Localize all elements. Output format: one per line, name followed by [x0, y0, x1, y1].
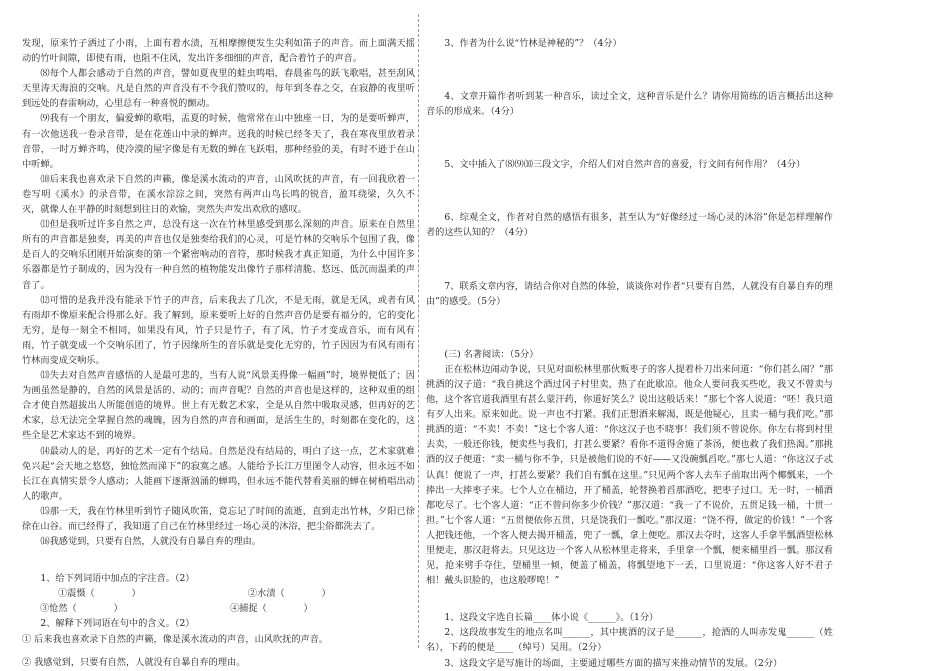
question-1: 1、给下列词语中加点的字注音。（2）: [40, 573, 195, 585]
passage-paragraph: ⑾但是我听过许多自然之声，总没有这一次在竹林里感受到那么深刻的声音。原来在自然里所有的声音都是独奏，再美的声音也仅是独奏给我们的心灵，可是竹林的交响乐个包围了我，像是百人的交响乐团刚开始演奏的第一个紧密响动的音符，那时候我才真正知道，为什么中国许多乐器都是竹子制成的，因为没有一种自然的植物能发出像竹子那样清脆、悠远、低沉而温柔的声音了。: [22, 219, 415, 291]
question-2a: ① 后来我也喜欢录下自然的声籁，像是溪水流动的声音，山风吹抚的声音。: [22, 633, 329, 645]
section-title: (三) 名著阅读：（5分）: [444, 348, 539, 360]
passage-paragraph: ⒃我感觉到，只要有自然，人就没有自暴自弃的理由。: [40, 536, 261, 548]
passage-paragraph: ⑻每个人都会感动于自然的声音，譬如夏夜里的蛙虫鸣唱，春晨雀鸟的跃飞歌唱，甚至刮风天里涛天海浪的交响。凡是自然的声音没有不令我们赞叹的，每年到冬春之交，在寂静的夜里听到远处的春雷响动，心里总有一种喜悦的颤动。: [22, 68, 415, 110]
question-6: 6、综观全文，作者对自然的感悟有很多，甚至认为“好像经过一场心灵的沐浴”你是怎样理解作者的这些认知的？（4分）: [426, 212, 833, 239]
question-1c: ③怆然（ ）: [40, 603, 123, 615]
question-3: 3、作者为什么说“竹林是神秘的”？（4分）: [444, 38, 622, 49]
question-1d: ④捕捉（ ）: [230, 603, 313, 615]
question-5: 5、文中插入了⑻⑼⑽三段文字，介绍人们对自然声音的喜爱，行文间有何作用？（4分）: [444, 159, 806, 171]
question-1-items-row2: [22, 601, 415, 616]
passage-paragraph: ⑽后来我也喜欢录下自然的声籁，像是溪水流动的声音，山风吹抚的声音，有一回我欣着一卷写明《溪水》的录音带，在溪水淙淙之间，突然有两声山鸟长鸣的锐音，盈耳绕梁，久久不灭，就像人在平静的时刻想到往日的欢愉，突然失声发出欢欣的感叹。: [22, 173, 415, 216]
question-2: 2、解释下列词语在句中的含义。（2）: [40, 618, 195, 630]
left-column: [22, 36, 415, 670]
passage-paragraph: ⑼我有一个朋友，偏爱蝉的歌唱，盂夏的时候，他常常在山中独座一日，为的是要听蝉声，有一次他送我一卷录音带，是在花莲山中录的蝉声。送我的时候已经冬天了，我在寒夜里放着录音带，一时万蝉齐鸣，使冷漠的屋字像是有无数的蝉在飞跃唱，那种经验的美，有时不逊于在山中听蝉。: [22, 113, 415, 170]
passage-paragraph: ⒀失去对自然声音感悟的人是最可悲的，当有人说“风景美得像一幅画”时，境界便低了；因为画虽然是静的，自然的风景是活的、动的；而声音呢？自然的声音也是这样的，这种双重的组合才使自然超拔出人所能创造的境界。世上有无数艺术家，全是从自然中吸取灵感，但再好的艺术家，总无法完全掌握自然的魂魄，因为自然的声音和画面，是活生生的，时刻都在变化的，这些全是艺术家达不到的境界。: [22, 370, 415, 442]
question-1b: ②水渍（ ）: [248, 588, 331, 600]
reading-passage: [22, 36, 415, 549]
passage-paragraph: ⑿可惜的是我并没有能录下竹子的声音，后来我去了几次，不是无雨，就是无风，或者有风有雨却不像原来配合得那么好。我了解到，原来要听上好的自然声音仍是要有福分的，它的变化无穷，是每一刻全不相同，如果没有风，竹子只是竹子，有了风，竹子才变成音乐，而有风有雨，竹子就变成一个交响乐团了，竹子因缘所生的音乐就是变化无穷的，竹子因因为有风有雨有竹林而变成交响乐。: [22, 294, 415, 366]
question-2b: ② 我感觉到，只要有自然，人就没有自暴自弃的理由。: [22, 656, 246, 668]
novel-question-1: 1、这段文字选自长篇____体小说《______》。（1分）: [444, 612, 659, 624]
novel-question-3: 3、这段文字是写施计的场面，主要通过哪些方面的描写来推动情节的发展。（2分）: [444, 657, 783, 669]
passage-paragraph: ⒂那一天，我在竹林里听到竹子随风吹笛，竟忘记了时间的流逝，直到走出竹林，夕阳已徐徐在山谷。而已经得了，我知道了自己在竹林里经过一场心灵的沐浴，把尘俗都洗去了。: [22, 505, 415, 532]
question-4: 4、文章开篇作者听到某一种音乐，读过全文，这种音乐是什么？请你用简练的语言概括出这种音乐的形成来。（4分）: [426, 91, 833, 118]
question-1a: ①震慑（ ）: [58, 588, 141, 600]
question-1-items-row1: [22, 586, 415, 601]
novel-excerpt: 正在松林边闹动争说，只见对面松林里那伙贩枣子的客人提着朴刀出来问道：“你们甚么闹？”那挑酒的汉子道：“我自挑这个酒过冈子村里卖，热了在此歇凉。他众人要问我买些吃，我又不曾卖与他，这个客官道我酒里有甚么蒙汗药，你道好笑么？说出这般话来！”那七个客人说道：“呸！我只道有歹人出来。原来如此。说一声也不打紧。我们正想酒来解渴，既是他疑心，且卖一桶与我们吃。”那挑酒的道：“不卖！不卖！”这七个客人道：“你这汉子也不晓事！我们须不曾说你。你左右将到村里去卖，一般还你钱，便卖些与我们，打甚么要紧？看你不道得舍施了茶汤，便也救了我们热渴。”那挑酒的汉子便道：“卖一桶与你不争，只是被他们说的不好——又没碗瓢舀吃。”那七人道：“你这汉子忒认真！便说了一声，打甚么要紧？我们自有瓢在这里。”只见两个客人去车子前取出两个椰瓢来，一个捧出一大捧枣子来。七个人立在桶边，开了桶盖，轮替换着舀那酒吃，把枣子过口。无一时，一桶酒都吃尽了。七个客人道：“正不曾问你多少价钱？”那汉道：“我一了不说价，五贯足钱一桶，十贯一担。”七个客人道：“五贯便依你五贯，只是饶我们一瓢吃。”那汉道：“饶不得，做定的价钱！”一个客人把钱还他，一个客人便去揭开桶盖，兜了一瓢，拿上便吃。那汉去夺时，这客人手拿半瓢酒望松林里便走，那汉赶将去。只见这边一个客人从松林里走将来，手里拿一个瓢，便来桶里舀一瓢。那汉看见，抢来劈手夺住，望桶里一倾，便盖了桶盖，将瓢望地下一丢，口里说道：“你这客人好不君子相！戴头识脸的，也这般啰唣！”: [426, 363, 833, 587]
right-column: [426, 36, 833, 671]
passage-paragraph: ⒁最动人的是，再好的艺术一定有个结局。自然是没有结局的，明白了这一点，艺术家就难免兴起“会天地之悠悠，独怆然而涕下”的寂寞之感。人能给予长江万里图令人动容，但永远不如长江在真情实景令人感动；人能画下逐渐汹涌的蝉鸣，但永远不能代替看美丽的蝉在树梢唱出动人的歌声。: [22, 445, 415, 502]
passage-paragraph: 发现，原来竹子洒过了小雨，上面有着水渍，互相摩擦便发生尖利如笛子的声音。而上面满天摇动的竹叶间隙，即使有雨，也阻不住风，发出许多细细的声音，配合着竹子的声音。: [22, 38, 415, 65]
column-divider: [418, 14, 419, 648]
question-7: 7、联系文章内容，请结合你对自然的体验，谈谈你对作者“只要有自然，人就没有自暴自弃的理由”的感受。（5分）: [426, 280, 833, 307]
novel-question-2: 2、这段故事发生的地点名叫______，其中挑酒的汉子是______，抢酒的人叫赤发鬼______（姓名），下药的便是____（绰号）吴用。（2分）: [426, 627, 833, 654]
